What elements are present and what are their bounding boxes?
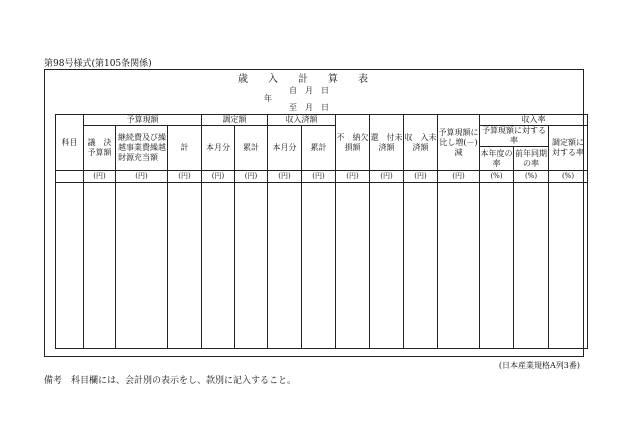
header-received-month: 本月分	[268, 126, 302, 171]
unit-yen: (円)	[268, 171, 302, 183]
header-rate: 収入率	[480, 115, 588, 126]
header-receipt-unpaid: 収 入未済額	[404, 115, 438, 171]
unit-yen: (円)	[438, 171, 480, 183]
header-budget-carryover: 継続費及び繰越事業費繰越財源充当額	[116, 126, 168, 171]
unit-yen: (円)	[168, 171, 202, 183]
unit-pct: (%)	[480, 171, 514, 183]
unit-yen: (円)	[235, 171, 268, 183]
header-assessed: 調定額	[202, 115, 268, 126]
header-rate-prev-year: 前年同期の率	[514, 147, 549, 171]
header-assessed-month: 本月分	[202, 126, 235, 171]
header-assessed-cum: 累計	[235, 126, 268, 171]
period-to: 至 月 日	[289, 103, 329, 112]
unit-yen: (円)	[370, 171, 404, 183]
unit-row	[56, 171, 588, 183]
data-row	[56, 183, 588, 349]
header-compare: 予算現額に比し増(－)減	[438, 115, 480, 171]
paper-standard: (日本産業規格A列3番)	[498, 361, 580, 370]
period-year: 年	[264, 94, 272, 103]
header-budget-decided: 議 決予算額	[84, 126, 116, 171]
unit-yen: (円)	[336, 171, 370, 183]
unit-yen: (円)	[302, 171, 336, 183]
unit-yen: (円)	[84, 171, 116, 183]
unit-pct: (%)	[514, 171, 549, 183]
header-budget: 予算現額	[84, 115, 202, 126]
header-rate-vs-assessed: 調定額に対する率	[549, 126, 588, 171]
header-received-cum: 累計	[302, 126, 336, 171]
header-received: 収入済額	[268, 115, 336, 126]
unit-pct: (%)	[549, 171, 588, 183]
unit-yen: (円)	[404, 171, 438, 183]
header-budget-total: 計	[168, 126, 202, 171]
header-rate-this-year: 本年度の率	[480, 147, 514, 171]
header-subject: 科目	[56, 115, 84, 171]
remarks-note: 備考 科目欄には、会計別の表示をし、款別に記入すること。	[44, 376, 297, 386]
header-refund-unpaid: 還 付未済額	[370, 115, 404, 171]
form-title: 歳 入 計 算 表	[238, 74, 368, 85]
revenue-table	[55, 114, 588, 349]
unit-yen: (円)	[202, 171, 235, 183]
unit-yen: (円)	[116, 171, 168, 183]
header-rate-vs-budget: 予算現額に対する率	[480, 126, 549, 147]
period-from: 自 月 日	[289, 86, 329, 95]
header-default: 不 納欠損額	[336, 115, 370, 171]
form-number-label: 第98号様式(第105条関係)	[44, 59, 152, 69]
